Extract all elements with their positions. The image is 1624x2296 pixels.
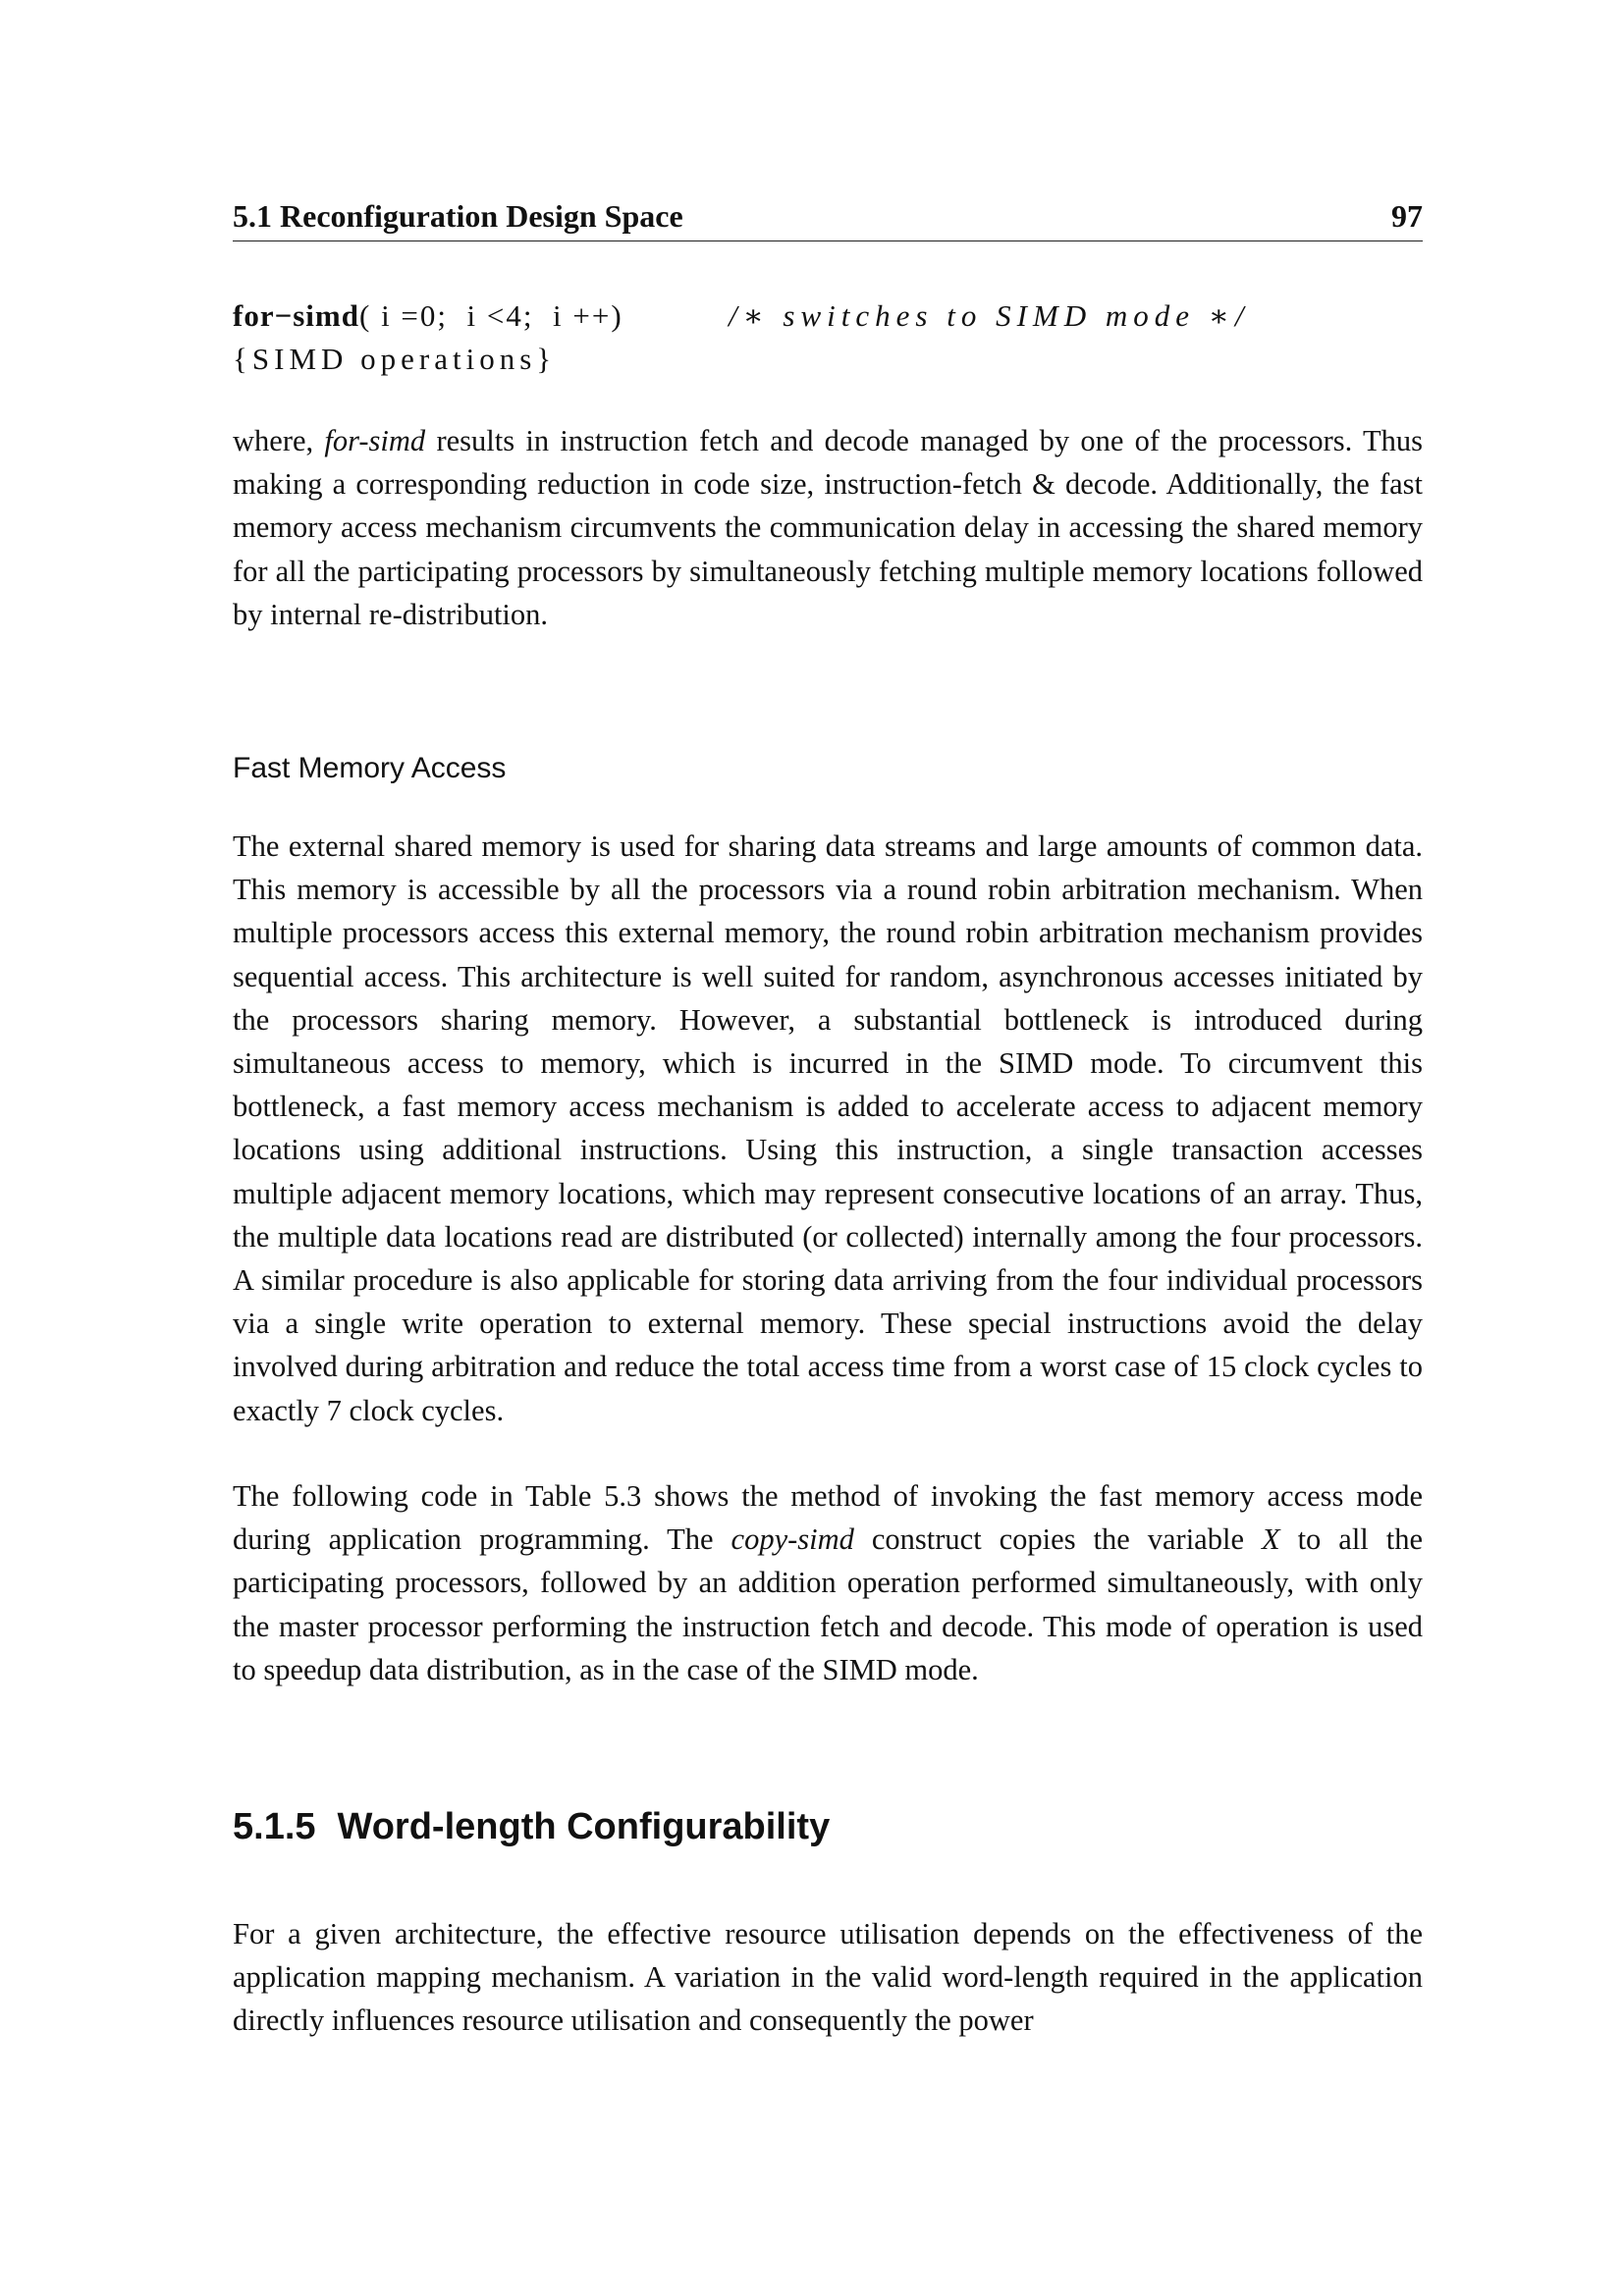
- section-paragraph: For a given architecture, the effective resource utilisation depends on the effectiveness of the application mapping mechanism. A variation in the valid word-length required in the application directly influences resource utilisation and consequently the power: [233, 1917, 1423, 2038]
- header-section-title: 5.1 Reconfiguration Design Space: [233, 198, 683, 234]
- subsection-heading: Fast Memory Access: [233, 752, 507, 784]
- intro-text-a: where,: [233, 424, 325, 457]
- code-body: {SIMD operations}: [233, 342, 557, 376]
- document-page: [233, 0, 1423, 2296]
- code-comment: /∗ switches to SIMD mode ∗/: [729, 298, 1250, 333]
- intro-paragraph: [233, 419, 1423, 636]
- section-number: 5.1.5: [233, 1806, 316, 1847]
- running-header: [233, 194, 1423, 241]
- code-line-2: [233, 338, 1423, 381]
- code-keyword: for−simd: [233, 298, 359, 333]
- intro-emphasis: for-simd: [324, 424, 426, 457]
- fast-memory-paragraph-1: The external shared memory is used for sharing data streams and large amounts of common data. This memory is accessible by all the processors via a round robin arbitration mechanism. When multiple processors access this external memory, the round robin arbitration mechanism provides sequential access. This architecture is well suited for random, asynchronous accesses initiated by the processors sharing memory. However, a substantial bottleneck is introduced during simultaneous access to memory, which is incurred in the SIMD mode. To circumvent this bottleneck, a fast memory access mechanism is added to accelerate access to adjacent memory locations using additional instructions. Using this instruction, a single transaction accesses multiple adjacent memory locations, which may represent consecutive locations of an array. Thus, the multiple data locations read are distributed (or collected) internally among the four processors. A similar procedure is also applicable for storing data arriving from the four individual processors via a single write operation to external memory. These special instructions avoid the delay involved during arbitration and reduce the total access time from a worst case of 15 clock cycles to exactly 7 clock cycles.: [233, 829, 1423, 1427]
- p2-text-b: construct copies the variable: [853, 1522, 1262, 1557]
- p2-emphasis-variable: X: [1261, 1522, 1280, 1557]
- intro-text-b: results in instruction fetch and decode managed by one of the processors. Thus making a corresponding reduction in code size, instruction-fetch & decode. Additionally, the fast memory access mechanism circumvents the communication delay in accessing the shared memory for all the participating processors by simultaneously fetching multiple memory locations followed by internal re-distribution.: [233, 424, 1423, 631]
- page-number: 97: [1391, 198, 1423, 234]
- section-heading: [233, 1806, 830, 1848]
- fast-memory-paragraph-2: [233, 1474, 1423, 1691]
- code-line-1: [233, 294, 1423, 338]
- p2-emphasis-copy-simd: copy-simd: [731, 1522, 854, 1557]
- p2-text-c: to all the participating processors, followed by an addition operation performed simultaneously, with only the master processor performing the instruction fetch and decode. This mode of operation is used to speedup data distribution, as in the case of the SIMD mode.: [233, 1522, 1423, 1686]
- p2-text-a: The following code in Table 5.3 shows the method of invoking the fast memory access mode during application programming. The: [233, 1479, 1423, 1557]
- section-title: Word-length Configurability: [337, 1806, 831, 1847]
- code-listing: [233, 294, 1423, 381]
- code-args: ( i =0; i <4; i ++): [359, 298, 623, 333]
